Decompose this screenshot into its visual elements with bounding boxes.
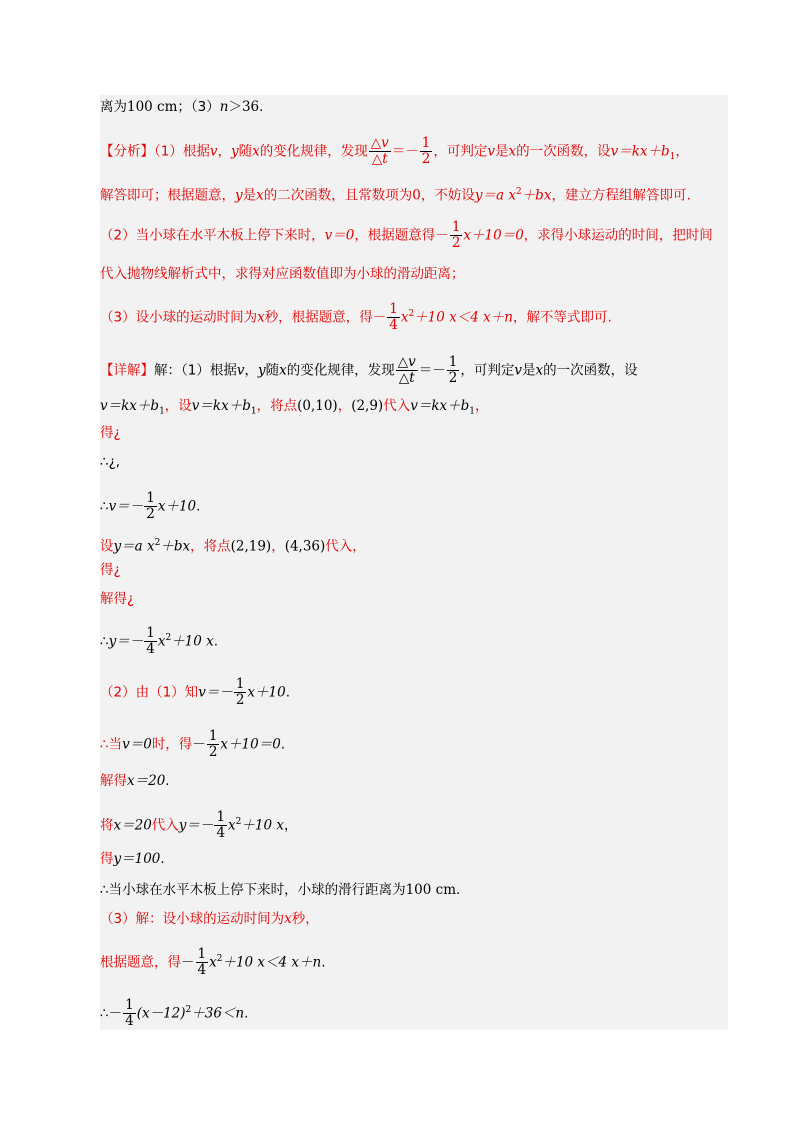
detail-line-7: [100, 560, 121, 580]
text: .: [280, 736, 286, 753]
detail-line-11: [100, 729, 285, 760]
text: 的变化规律，发现: [286, 362, 395, 379]
point: (2,19): [230, 538, 272, 555]
text: .: [160, 851, 165, 867]
text: 的二次函数，且常数项为: [263, 187, 413, 204]
minus: －: [108, 1005, 123, 1022]
zero: 0: [412, 187, 421, 204]
math-v: v: [209, 143, 218, 160]
math-n: n: [219, 99, 229, 115]
text: ，求得小球运动的时间，把时间: [523, 227, 713, 244]
detail-line-17: [100, 947, 326, 978]
text: .: [213, 633, 219, 650]
text: ，可判定: [433, 143, 488, 160]
quarter-fraction: [214, 810, 227, 841]
text: 得¿: [100, 562, 121, 578]
quadratic-form: y＝a x: [113, 538, 155, 555]
point: (4,36): [284, 538, 326, 555]
text: ，将点: [190, 538, 231, 555]
half-fraction: [207, 729, 220, 760]
math-x: x: [400, 309, 409, 326]
text: ，: [244, 362, 258, 379]
text: 秒，根据题意，得: [264, 309, 373, 326]
numerator: 1: [389, 301, 398, 317]
text: 解答即可；根据题意，: [100, 187, 235, 204]
math-x: x: [279, 362, 287, 379]
exponent: 2: [165, 633, 172, 643]
quarter-fraction: [144, 626, 157, 657]
text: 随: [238, 143, 253, 160]
text: ；（3）: [177, 99, 220, 115]
subscript: 1: [250, 406, 257, 417]
detail-line-16: [100, 909, 319, 929]
math-expr: ＋10 x: [171, 633, 214, 650]
text: 随: [265, 362, 280, 379]
math-x: x: [284, 911, 292, 927]
point: (0,10): [297, 398, 338, 414]
math-expr: y＝100: [113, 851, 161, 867]
quadratic-form: y＝a x: [474, 187, 516, 204]
text: ∴当: [100, 736, 123, 753]
text: 将: [100, 817, 114, 834]
delta-fraction: [369, 136, 391, 167]
text: 根据题意，得: [100, 954, 181, 971]
denominator: 2: [451, 235, 461, 251]
text: 是: [495, 143, 509, 160]
text: （3）解：设小球的运动时间为: [100, 911, 285, 927]
math-x: x: [209, 954, 217, 971]
denominator: △t: [398, 370, 415, 386]
text: ，设: [164, 398, 192, 414]
math-expr: ＋10 x: [241, 817, 284, 834]
text: 是: [522, 362, 536, 379]
denominator: 4: [146, 641, 155, 657]
detail-line-10: [100, 677, 290, 708]
half-fraction: [447, 355, 460, 386]
math-x: x: [252, 143, 260, 160]
math-expr: v＝0: [324, 227, 355, 244]
numerator: △v: [397, 354, 416, 370]
math-expr: (x－12): [136, 1005, 186, 1022]
text: 解得¿: [100, 591, 135, 607]
numerator: 1: [235, 676, 245, 692]
detail-line-18: [100, 998, 248, 1029]
text: 代入，: [325, 538, 366, 555]
subscript: 1: [469, 406, 475, 417]
text: ，: [475, 398, 489, 414]
analysis-line-2: [100, 182, 691, 206]
exponent: 2: [185, 1005, 192, 1015]
linear-form: v＝kx＋b: [610, 143, 670, 160]
analysis-line-1: [100, 136, 689, 167]
quarter-fraction: [123, 998, 136, 1029]
analysis-line-5: [100, 302, 612, 333]
numerator: 1: [197, 946, 207, 962]
therefore: ∴: [100, 498, 109, 515]
subscript: 1: [669, 152, 676, 163]
math-expr: y＝－: [178, 817, 214, 834]
distance-value: 100 cm: [405, 882, 457, 898]
quadratic-form-tail: ＋bx: [521, 187, 552, 204]
text: .: [259, 99, 264, 115]
text: 秒，: [291, 911, 319, 927]
text: 是: [242, 187, 257, 204]
text: （3）设小球的运动时间为: [100, 309, 258, 326]
analysis-line-4: [100, 264, 465, 284]
detail-line-3: [100, 423, 121, 443]
numerator: △v: [370, 135, 389, 151]
detail-line-5: [100, 491, 200, 522]
quadratic-form-tail: ＋bx: [160, 538, 191, 555]
denominator: 2: [235, 692, 245, 708]
denominator: 2: [448, 370, 458, 386]
text: ，: [217, 143, 231, 160]
text: （2）由（1）知: [100, 684, 199, 701]
math-v: v: [514, 362, 522, 379]
text: （1）根据: [154, 143, 210, 160]
detail-line-12: [100, 771, 170, 791]
math-expr: x＝20: [113, 817, 152, 834]
numerator: 1: [421, 135, 431, 151]
math-x: x: [535, 362, 544, 379]
point: (2,9): [351, 398, 384, 414]
answer-tail-line: [100, 97, 263, 117]
numerator: 1: [208, 728, 218, 744]
math-expr: x＋10: [247, 684, 286, 701]
math-x: x: [157, 633, 166, 650]
minus: －: [372, 309, 387, 326]
text: 得: [100, 851, 114, 867]
exponent: 2: [154, 538, 161, 548]
equals-minus: ＝－: [391, 143, 419, 160]
text: ，不妨设: [420, 187, 475, 204]
detail-line-9: [100, 626, 218, 657]
detail-tag: 【详解】: [100, 362, 154, 379]
analysis-line-3: [100, 220, 713, 251]
text: ，建立方程组解答即可.: [551, 187, 691, 204]
distance-value: 100 cm: [127, 99, 178, 115]
math-expr: x＋10＝0: [463, 227, 524, 244]
inequality-expr: ＋10 x＜4 x＋n: [414, 309, 513, 326]
linear-form: v＝kx＋b: [410, 398, 470, 414]
numerator: 1: [146, 490, 155, 506]
exponent: 2: [408, 309, 415, 319]
analysis-tag: 【分析】: [100, 143, 154, 160]
math-v: v: [236, 362, 245, 379]
text: .: [244, 1005, 249, 1022]
numerator: 1: [125, 997, 134, 1013]
math-expr: x＋10＝0: [220, 736, 281, 753]
minus: －: [435, 227, 449, 244]
inequality: ＞36: [228, 99, 260, 115]
math-expr: x＋10: [157, 498, 197, 515]
text: ，: [337, 398, 352, 414]
detail-line-2: [100, 396, 489, 422]
numerator: 1: [451, 219, 461, 235]
text: ，解不等式即可.: [512, 309, 612, 326]
equals-minus: ＝－: [418, 362, 446, 379]
text: 时，得: [151, 736, 193, 753]
text: 的变化规律，发现: [259, 143, 368, 160]
half-fraction: [420, 136, 433, 167]
text: 代入: [383, 398, 411, 414]
text: ，: [675, 143, 689, 160]
quarter-fraction: [196, 947, 209, 978]
text: .: [321, 954, 326, 971]
denominator: △t: [371, 151, 388, 167]
text: （2）当小球在水平木板上停下来时，: [100, 227, 325, 244]
text: 解：（1）根据: [154, 362, 237, 379]
detail-line-8: [100, 589, 134, 609]
detail-line-15: [100, 880, 460, 900]
numerator: 1: [448, 354, 458, 370]
math-expr: v＝－: [198, 684, 233, 701]
denominator: 4: [125, 1013, 134, 1029]
text: 的一次函数，设: [516, 143, 611, 160]
linear-form: v＝kx＋b: [191, 398, 251, 414]
text: .: [165, 773, 170, 789]
text: 代入抛物线解析式中，求得对应函数值即为小球的滑动距离；: [100, 266, 465, 282]
text: ∴当小球在水平木板上停下来时，小球的滑行距离为: [100, 882, 406, 898]
minus: －: [181, 954, 195, 971]
text: ，根据题意得: [354, 227, 436, 244]
exponent: 2: [235, 817, 242, 827]
math-y: y: [235, 187, 243, 204]
exponent: 2: [515, 187, 522, 197]
delta-fraction: [396, 355, 418, 386]
denominator: 4: [389, 317, 398, 333]
quarter-fraction: [387, 302, 400, 333]
therefore: ∴: [100, 633, 109, 650]
text: 设: [100, 538, 114, 555]
text: .: [456, 882, 461, 898]
half-fraction: [450, 220, 463, 251]
text: ，: [271, 538, 285, 555]
math-expr: y＝－: [108, 633, 144, 650]
denominator: 2: [421, 151, 431, 167]
detail-line-6: [100, 533, 366, 557]
half-fraction: [234, 677, 247, 708]
text: .: [285, 684, 291, 701]
exponent: 2: [216, 954, 223, 964]
math-v: v: [487, 143, 495, 160]
detail-line-14: [100, 849, 165, 869]
detail-line-13: [100, 810, 297, 841]
denominator: 4: [197, 962, 207, 978]
minus: －: [192, 736, 206, 753]
math-expr: v＝－: [108, 498, 144, 515]
text: 解得: [100, 773, 127, 789]
math-x: x: [508, 143, 517, 160]
numerator: 1: [146, 625, 155, 641]
math-expr: v＝0: [122, 736, 152, 753]
subscript: 1: [159, 406, 165, 417]
inequality-expr: ＋10 x＜4 x＋n: [222, 954, 322, 971]
denominator: 2: [146, 506, 155, 522]
math-x: x: [228, 817, 236, 834]
text: 得¿: [100, 425, 121, 441]
numerator: 1: [216, 809, 226, 825]
denominator: 4: [216, 825, 226, 841]
math-y: y: [257, 362, 266, 379]
text: 离为: [100, 99, 127, 115]
therefore: ∴: [100, 1005, 109, 1022]
text: ∴¿,: [100, 454, 121, 470]
math-expr: x＝20: [127, 773, 166, 789]
detail-line-1: [100, 355, 638, 386]
text: ，: [283, 817, 298, 834]
text: ，将点: [256, 398, 298, 414]
math-x: x: [256, 187, 264, 204]
linear-form: v＝kx＋b: [100, 398, 160, 414]
math-y: y: [230, 143, 239, 160]
text: ，可判定: [460, 362, 515, 379]
math-x: x: [257, 309, 265, 326]
denominator: 2: [208, 744, 218, 760]
text: 的一次函数，设: [543, 362, 638, 379]
inequality-expr: ＋36＜n: [191, 1005, 245, 1022]
half-fraction: [144, 491, 157, 522]
text: 代入: [151, 817, 179, 834]
text: .: [196, 498, 201, 515]
detail-line-4: [100, 452, 120, 472]
